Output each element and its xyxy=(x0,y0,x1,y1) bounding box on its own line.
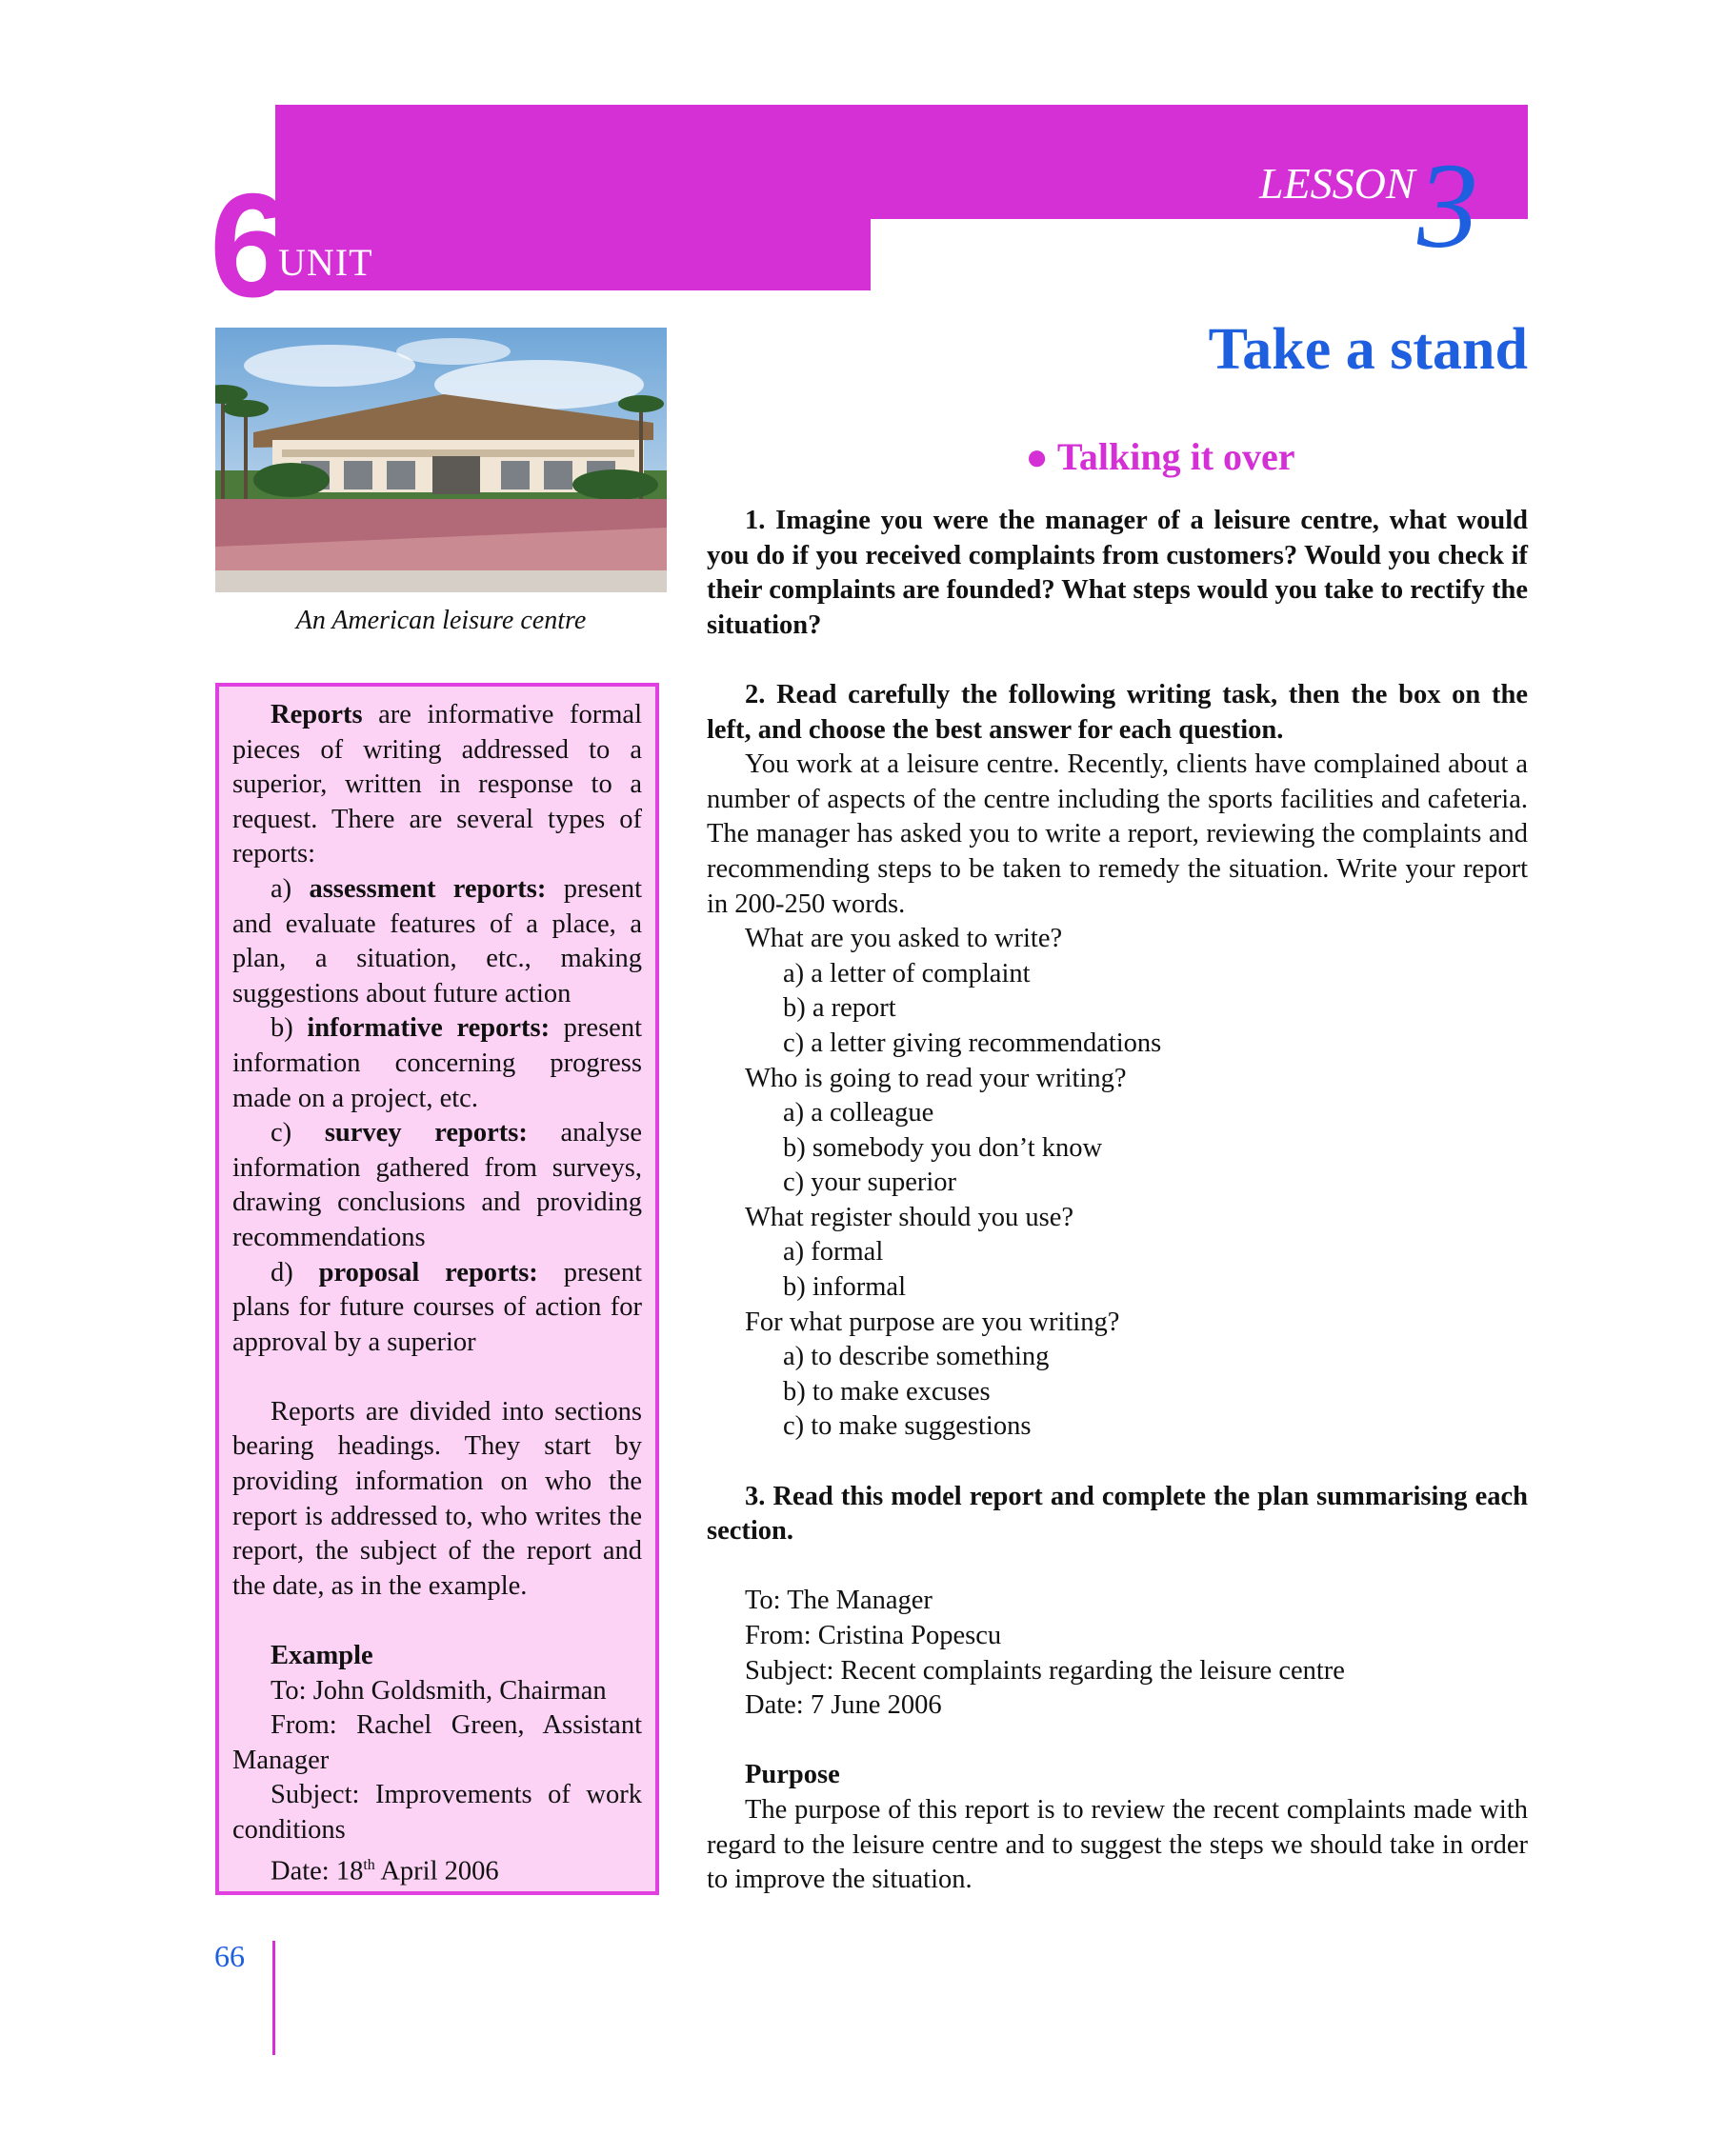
info-sections-paragraph: Reports are divided into sections bearing headings. They start by providing information on who the report is addressed to, who writes the report, the subject of the report and the date, as in the example. xyxy=(232,1396,642,1601)
purpose-text: The purpose of this report is to review the recent complaints made with regard to the leisure centre and to suggest the steps we should take in order to improve the situation. xyxy=(707,1794,1528,1895)
section-heading: ● Talking it over xyxy=(1025,435,1295,478)
example-to: To: John Goldsmith, Chairman xyxy=(271,1675,607,1706)
unit-label: UNIT xyxy=(278,241,373,284)
question-1: 1. Imagine you were the manager of a leisure centre, what would you do if you received complaints from customers? Would you check if their complaints are founded? What steps would you take to rectify the situation? xyxy=(707,506,1528,640)
question-3: 3. Read this model report and complete the plan summarising each section. xyxy=(707,1481,1528,1547)
report-type-prefix: c) xyxy=(271,1118,325,1148)
answer-option: a) a colleague xyxy=(783,1098,934,1128)
spacer xyxy=(707,643,1528,678)
photo-caption: An American leisure centre xyxy=(295,606,587,635)
answer-option: c) your superior xyxy=(783,1168,957,1198)
answer-option: b) somebody you don’t know xyxy=(783,1132,1103,1163)
answer-option: b) to make excuses xyxy=(783,1376,991,1407)
answer-option: b) informal xyxy=(783,1272,907,1303)
task-question: For what purpose are you writing? xyxy=(745,1307,1120,1337)
report-type-text: present information concerning progress made on a project, etc. xyxy=(232,1013,642,1113)
report-type-term: informative reports: xyxy=(307,1013,551,1044)
spacer xyxy=(707,1724,1528,1759)
report-type-text: analyse information gathered from surveys, drawing conclusions and providing recommendations xyxy=(232,1118,642,1252)
example-heading xyxy=(232,1639,642,1674)
spacer xyxy=(232,1360,642,1395)
answer-option: a) to describe something xyxy=(783,1342,1050,1372)
report-type-text: present and evaluate features of a place, a plan, a situation, etc., making suggestions about future action xyxy=(232,873,642,1008)
task-question: What are you asked to write? xyxy=(745,924,1063,954)
lesson-title: Take a stand xyxy=(1208,317,1528,382)
report-type-prefix: d) xyxy=(271,1257,319,1288)
report-type-item xyxy=(232,872,642,1011)
answer-option: c) a letter giving recommendations xyxy=(783,1028,1162,1058)
answer-option: b) a report xyxy=(783,993,896,1024)
answer-option: a) a letter of complaint xyxy=(783,958,1031,988)
example-date-sup: th xyxy=(363,1856,375,1873)
spacer xyxy=(707,1445,1528,1480)
report-type-prefix: b) xyxy=(271,1013,308,1044)
example-date xyxy=(232,1848,642,1889)
report-type-term: proposal reports: xyxy=(318,1257,538,1288)
report-type-text: present plans for future courses of action for approval by a superior xyxy=(232,1257,642,1357)
footer-rule xyxy=(272,1941,275,2055)
report-type-term: survey reports: xyxy=(324,1118,528,1148)
report-type-item xyxy=(232,1116,642,1255)
leisure-centre-photo xyxy=(215,328,667,592)
answer-option: a) formal xyxy=(783,1237,884,1268)
example-from: From: Rachel Green, Assistant Manager xyxy=(232,1710,642,1775)
report-from: From: Cristina Popescu xyxy=(745,1621,1002,1650)
report-to: To: The Manager xyxy=(745,1586,933,1616)
task-question: Who is going to read your writing? xyxy=(745,1063,1127,1093)
report-type-item xyxy=(232,1011,642,1116)
report-type-item xyxy=(232,1256,642,1361)
report-type-prefix: a) xyxy=(271,873,310,904)
unit-number: 6 xyxy=(210,163,292,328)
info-intro xyxy=(232,698,642,872)
lesson-number: 3 xyxy=(1417,138,1478,273)
task-question: What register should you use? xyxy=(745,1202,1074,1232)
writing-task: You work at a leisure centre. Recently, clients have complained about a number of aspects of the centre including the sports facilities and cafeteria. The manager has asked you to write a report, reviewing the complaints and recommending steps to be taken to remedy the situation. Write your report in 200-250 words. xyxy=(707,749,1528,919)
main-column xyxy=(707,433,1528,1898)
answer-option: c) to make suggestions xyxy=(783,1411,1032,1442)
lesson-label: LESSON xyxy=(1259,159,1415,208)
example-date-pre: Date: 18 xyxy=(271,1856,364,1886)
reports-info-box xyxy=(215,683,659,1895)
example-subject: Subject: Improvements of work conditions xyxy=(232,1780,642,1845)
example-heading-text: Example xyxy=(271,1641,373,1671)
example-date-post: April 2006 xyxy=(374,1856,499,1886)
report-subject: Subject: Recent complaints regarding the leisure centre xyxy=(745,1655,1345,1686)
spacer xyxy=(232,1604,642,1639)
info-intro-lead: Reports xyxy=(271,700,363,729)
question-2: 2. Read carefully the following writing task, then the box on the left, and choose the best answer for each question. xyxy=(707,679,1528,745)
spacer xyxy=(707,1549,1528,1585)
purpose-heading: Purpose xyxy=(745,1760,840,1790)
page-number: 66 xyxy=(214,1939,245,1973)
info-intro-text: are informative formal pieces of writing addressed to a superior, written in response to a request. There are several types of reports: xyxy=(232,700,642,869)
report-type-term: assessment reports: xyxy=(309,873,547,904)
report-date: Date: 7 June 2006 xyxy=(745,1690,942,1721)
